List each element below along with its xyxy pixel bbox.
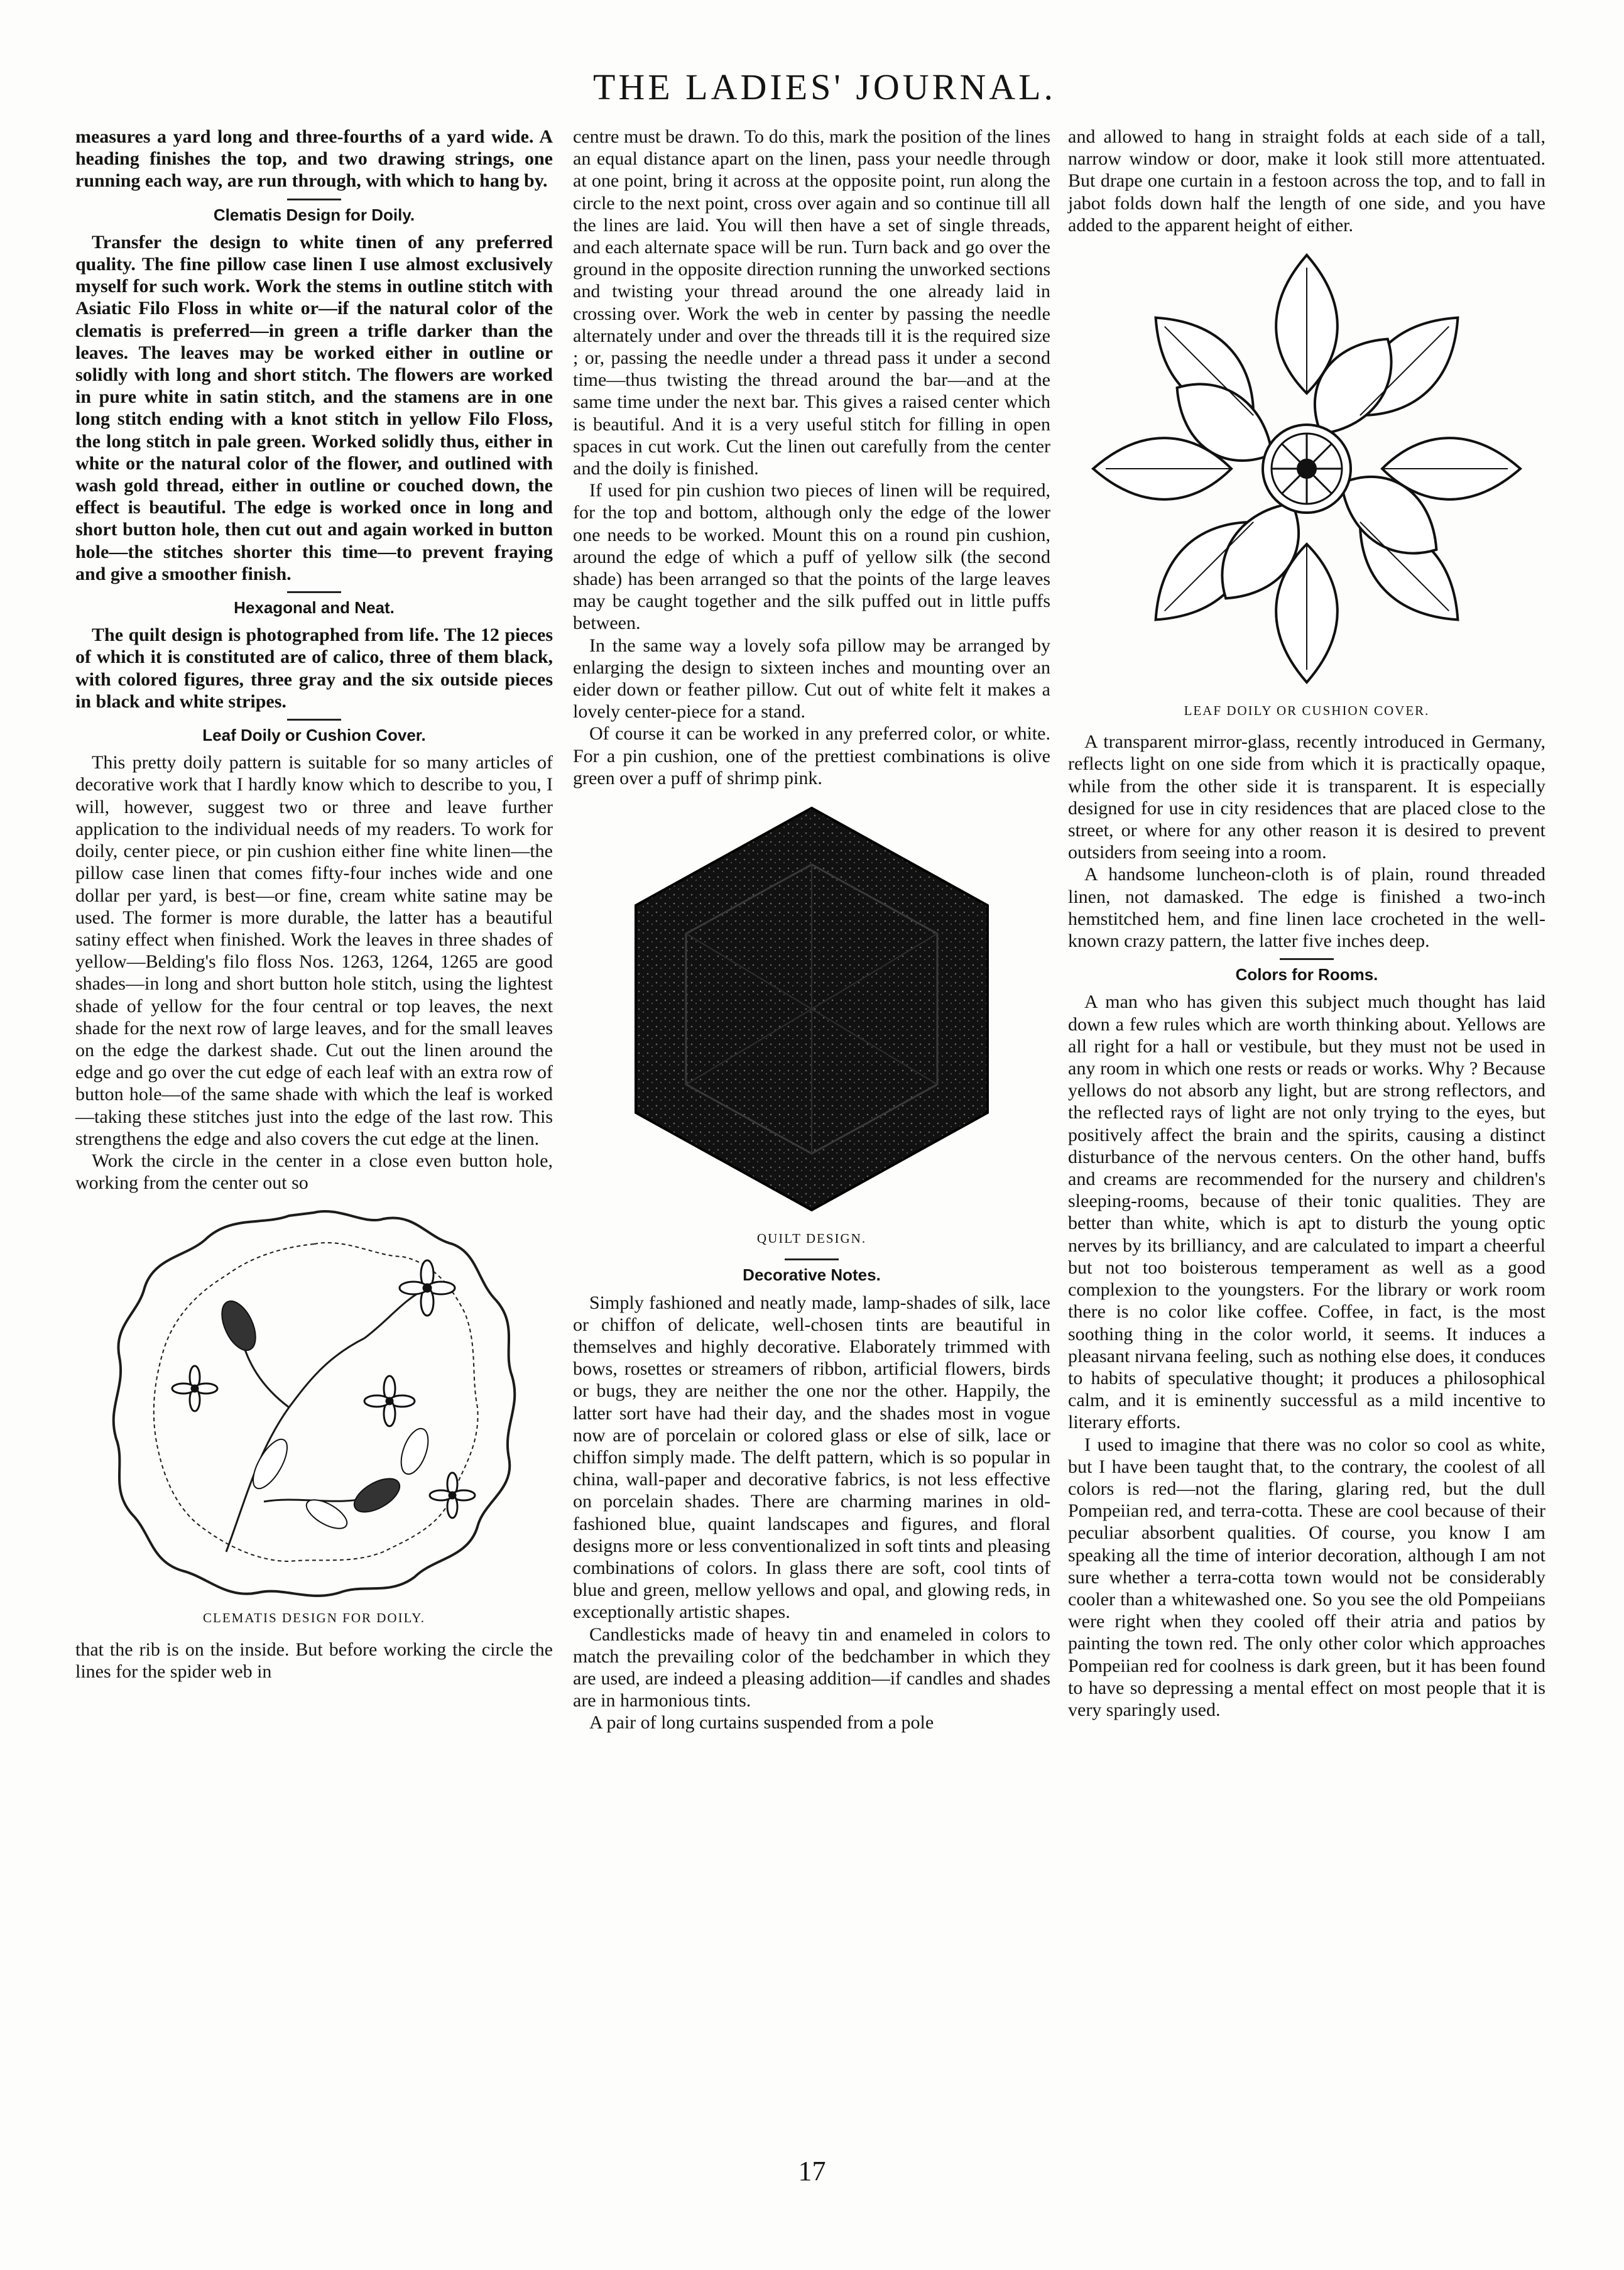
page-number: 17 — [798, 2156, 826, 2186]
curtains-paragraph: A pair of long curtains suspended from a pole — [589, 1712, 934, 1733]
pin-cushion-paragraph: If used for pin cushion two pieces of linen will be required, for the top and bottom, although only the edge of the lower one needs to be worked. Mount this on a round pin cushion, around the edge of which a puff of yellow silk (the second shade) has been arranged so that the points of the large leaves may be caught together and the silk puffed out in little puffs between. — [573, 480, 1050, 634]
colors-paragraph-2: I used to imagine that there was no color so cool as white, but I have been taught that, to the contrary, the coolest of all colors is red—not the flaring, glaring red, but the dull Pompeiian red, and terra-cotta. These are cool because of their peculiar absorbent qualities. Of course, you know I am speaking all the time of interior decoration, although I am not sure whether a terra-cotta town would not be considerably cooler than a whitewashed one. So you see the old Pompeiians were right when they cooled off their atria and patios by painting the town red. The only other color which approaches Pompeiian red for coolness is dark green, but it has been found to have so depressing a mental effect on most people that it is very sparingly used. — [1068, 1434, 1545, 1720]
mirror-glass-paragraph: A transparent mirror-glass, recently introduced in Germany, reflects light on one side from which it is practically opaque, while from the other side it is transparent. It is especially designed for use in city residences that are placed close to the street, or where for any other reason it is desired to prevent outsiders from seeing into a room. — [1068, 731, 1545, 863]
divider — [287, 591, 341, 593]
divider — [1280, 958, 1334, 960]
quilt-caption: QUILT DESIGN. — [756, 1231, 867, 1247]
masthead: THE LADIES' JOURNAL. — [592, 67, 1057, 107]
column-3 — [1068, 126, 1545, 1721]
luncheon-cloth-paragraph: A handsome luncheon-cloth is of plain, round threaded linen, not damasked. The edge is finished a two-inch hemstitched hem, and fine linen lace crocheted in the well-known crazy pattern, the latter five inches deep. — [1068, 864, 1545, 952]
leaf-doily-caption: LEAF DOILY OR CUSHION COVER. — [1184, 703, 1430, 719]
hexagonal-paragraph: The quilt design is photographed from life. The 12 pieces of which it is constituted are of calico, three of them black, with colored figures, three gray and the six outside pieces in black and white stripes. — [75, 625, 553, 712]
clematis-illustration — [101, 1200, 528, 1602]
clematis-heading: Clematis Design for Doily. — [213, 205, 415, 224]
divider — [287, 719, 341, 721]
hexagonal-heading: Hexagonal and Neat. — [234, 598, 395, 618]
leaf-paragraph-2: Work the circle in the center in a close even button hole, working from the center out so — [75, 1150, 553, 1194]
divider — [785, 1258, 839, 1260]
candlesticks-paragraph: Candlesticks made of heavy tin and enameled in colors to match the prevailing color of the bedchamber in which they are used, are indeed a pleasing addition—if candles and shades are in harmonious tints. — [573, 1623, 1050, 1711]
column-2 — [573, 126, 1050, 1734]
color-paragraph: Of course it can be worked in any preferred color, or white. For a pin cushion, one of the prettiest combinations is olive green over a puff of shrimp pink. — [573, 723, 1050, 788]
quilt-illustration — [611, 795, 1013, 1223]
curtains-continued-paragraph: and allowed to hang in straight folds at each side of a tall, narrow window or door, make it look still more attentuated. But drape one curtain in a festoon across the top, and to fall in jabot folds down half the length of one side, and you have added to the apparent height of either. — [1068, 126, 1545, 236]
outro-paragraph: that the rib is on the inside. But before working the circle the lines for the spider web in — [75, 1639, 553, 1682]
column-1 — [75, 126, 553, 1683]
clematis-caption: CLEMATIS DESIGN FOR DOILY. — [202, 1610, 426, 1626]
clematis-paragraph: Transfer the design to white tinen of any preferred quality. The fine pillow case linen I use almost exclusively myself for such work. Work the stems in outline stitch with Asiatic Filo Floss in white or—if the natural color of the clematis is preferred—in green a trifle darker than the leaves. The leaves may be worked either in outline or solidly with long and short stitch. The flowers are worked in pure white in satin stitch, and the stamens are in one long stitch ending with a knot stitch in yellow Filo Floss, the long stitch in pale green. Worked solidly thus, either in white or the natural color of the flower, and outlined with wash gold thread, either in outline or couched down, the effect is beautiful. The edge is worked once in long and short button hole, then cut out and again worked in button hole—the stitches shorter this time—to prevent fraying and give a smoother finish. — [75, 231, 553, 584]
colors-paragraph: A man who has given this subject much thought has laid down a few rules which are worth thinking about. Yellows are all right for a hall or vestibule, but they must not be used in any room in which one rests or reads or works. Why ? Because yellows do not absorb any light, but are strong reflectors, and the reflected rays of light are not only trying to the eyes, but positively affect the brain and the spirits, causing a distinct disturbance of the nervous centers. On the other hand, buffs and creams are recommended for the nursery and children's sleeping-rooms, because of their tonic qualities. They are better than white, which is apt to disturb the young optic nerves by its brilliancy, and are calculated to impart a cheerful but not too boisterous temperament as well as a good complexion to the youngsters. For the library or work room there is no color like coffee. Coffee, in fact, is the most soothing thing in the color world, it seems. It induces a pleasant nirvana feeling, such as nothing else does, it conduces to habits of speculative thought; it produces a philosophical calm, and it is eminently successful as a mild incentive to literary efforts. — [1068, 991, 1545, 1433]
leaf-heading: Leaf Doily or Cushion Cover. — [202, 726, 426, 745]
colors-heading: Colors for Rooms. — [1235, 965, 1378, 985]
divider — [287, 199, 341, 200]
leaf-doily-illustration — [1081, 243, 1533, 695]
leaf-paragraph: This pretty doily pattern is suitable for so many articles of decorative work that I hardly know which to describe to you, I will, however, suggest two or three and leave further application to the individual needs of my readers. To work for doily, center piece, or pin cushion either fine white linen—the pillow case linen that comes fifty-four inches wide and one dollar per yard, is best—or fine, cream white satine may be used. The former is more durable, the latter has a beautiful satiny effect when finished. Work the leaves in three shades of yellow—Belding's filo floss Nos. 1263, 1264, 1265 are good shades—in long and short button hole stitch, using the lightest shade of yellow for the four central or top leaves, the next shade for the next row of large leaves, and for the small leaves on the edge the darkest shade. Cut out the linen around the edge and go over the cut edge of each leaf with an extra row of button hole—of the same shade with which the leaf is worked—taking these stitches just into the edge of the last row. This strengthens the edge and also covers the cut edge at the linen. — [75, 752, 553, 1149]
spider-web-paragraph: centre must be drawn. To do this, mark the position of the lines an equal distance apart on the linen, pass your needle through at one point, bring it across at the opposite point, run along the circle to the next point, cross over again and so continue till all the lines are laid. You will then have a set of single threads, and each alternate space will be run. Turn back and go over the ground in the opposite direction running the unworked sections and twisting your thread around the one already laid in crossing over. Work the web in center by passing the needle alternately under and over the threads till it is the required size ; or, passing the needle under a thread pass it under a second time—thus twisting the thread around the bar—and at the same time under the next bar. This gives a raised center which is beautiful. And it is a very useful stitch for filling in open spaces in cut work. Cut the linen out carefully from the center and the doily is finished. — [573, 126, 1050, 479]
intro-paragraph: measures a yard long and three-fourths of a yard wide. A heading finishes the top, and two drawing strings, one running each way, are run through, with which to hang by. — [75, 126, 553, 192]
decorative-heading: Decorative Notes. — [743, 1265, 881, 1285]
lamp-shades-paragraph: Simply fashioned and neatly made, lamp-shades of silk, lace or chiffon of delicate, well-chosen tints are beautiful in themselves and highly decorative. Elaborately trimmed with bows, rosettes or streamers of ribbon, artificial flowers, birds or bugs, they are neither the one nor the other. Happily, the latter sort have had their day, and the shades most in vogue now are of porcelain or colored glass or else of silk, lace or chiffon simply made. The delft pattern, which is so popular in china, wall-paper and decorative fabrics, is not less effective on porcelain shades. There are charming marines in old-fashioned blue, quaint landscapes and figures, and floral designs more or less conventionalized in soft tints and pleasing combinations of colors. In glass there are soft, cool tints of blue and green, mellow yellows and opal, and glowing reds, in exceptionally artistic shapes. — [573, 1292, 1050, 1623]
sofa-pillow-paragraph: In the same way a lovely sofa pillow may be arranged by enlarging the design to sixteen inches and mounting over an eider down or feather pillow. Cut out of white felt it makes a lovely center-piece for a stand. — [573, 635, 1050, 723]
